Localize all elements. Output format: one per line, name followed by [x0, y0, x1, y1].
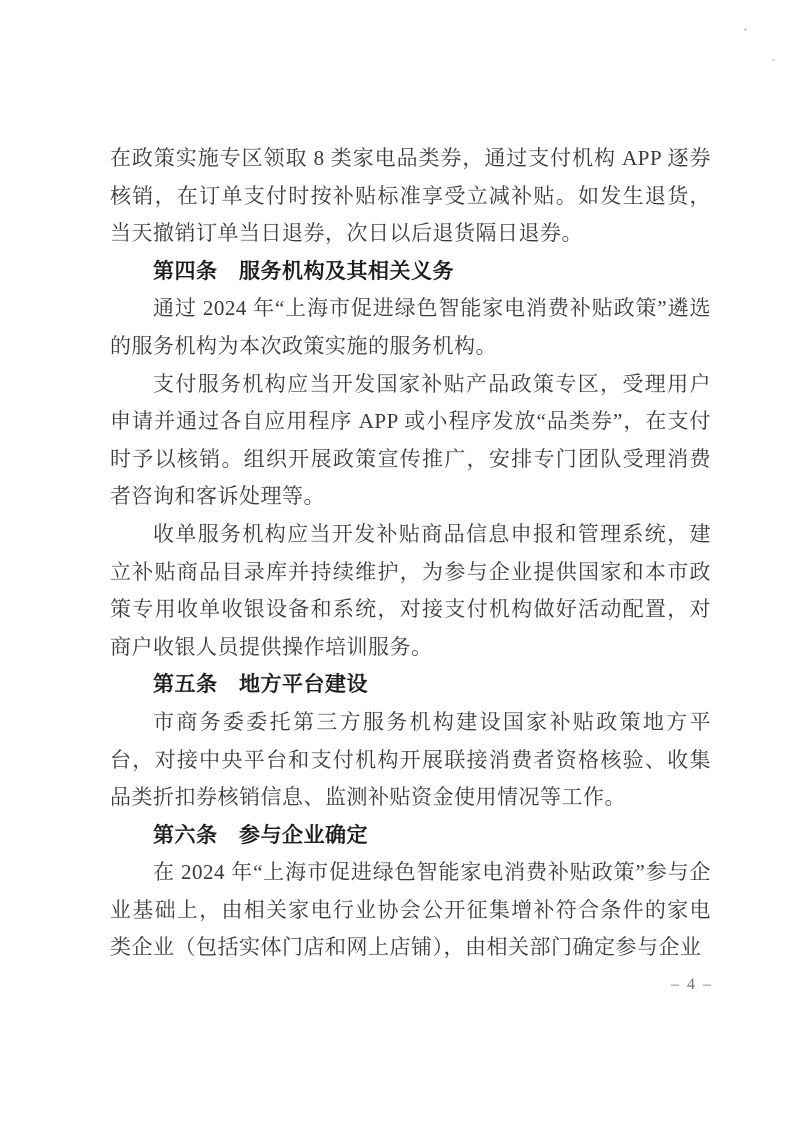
scan-speck — [772, 59, 775, 61]
paragraph-payment-service: 支付服务机构应当开发国家补贴产品政策专区，受理用户申请并通过各自应用程序 APP 或小程序发放“品类券”，在支付时予以核销。组织开展政策宣传推广，安排专门团队受理消费者咨询和客诉处理等。 — [110, 371, 711, 509]
paragraph-local-platform: 市商务委委托第三方服务机构建设国家补贴政策地方平台，对接中央平台和支付机构开展联接消费者资格核验、收集品类折扣券核销信息、监测补贴资金使用情况等工作。 — [110, 709, 711, 810]
paragraph-continuation: 在政策实施专区领取 8 类家电品类券，通过支付机构 APP 逐券核销，在订单支付时按补贴标准享受立减补贴。如发生退货，当天撤销订单当日退券，次日以后退货隔日退券。 — [110, 146, 711, 246]
scan-speck — [744, 28, 747, 31]
paragraph-service-selection: 通过 2024 年“上海市促进绿色智能家电消费补贴政策”遴选的服务机构为本次政策实施的服务机构。 — [110, 296, 711, 358]
paragraph-enterprise-determination: 在 2024 年“上海市促进绿色智能家电消费补贴政策”参与企业基础上，由相关家电行业协会公开征集增补符合条件的家电类企业（包括实体门店和网上店铺），由相关部门确定参与企业 — [110, 860, 711, 960]
heading-article-6: 第六条 参与企业确定 — [153, 823, 368, 847]
page-number: – 4 – — [671, 976, 713, 993]
document-body — [110, 140, 711, 967]
paragraph-acquiring-service: 收单服务机构应当开发补贴商品信息申报和管理系统，建立补贴商品目录库并持续维护，为参与企业提供国家和本市政策专用收单收银设备和系统，对接支付机构做好活动配置，对商户收银人员提供操作培训服务。 — [110, 521, 711, 659]
heading-article-4: 第四条 服务机构及其相关义务 — [153, 259, 454, 283]
heading-article-5: 第五条 地方平台建设 — [153, 673, 368, 697]
